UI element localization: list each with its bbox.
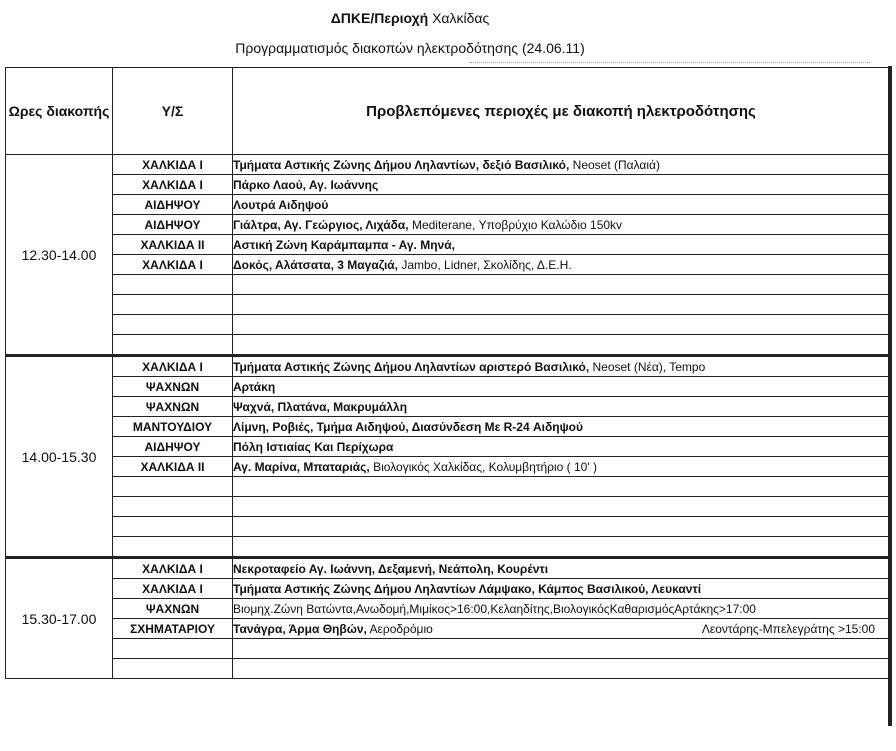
areas-cell (233, 477, 890, 497)
substation-cell: ΧΑΛΚΙΔΑ Ι (113, 558, 233, 579)
areas-cell (233, 579, 890, 599)
areas-cell (233, 377, 890, 397)
table-row (6, 377, 890, 397)
areas-cell (233, 599, 890, 619)
substation-cell: ΑΙΔΗΨΟΥ (113, 215, 233, 235)
table-row (6, 397, 890, 417)
areas-cell (233, 437, 890, 457)
area-primary-text: Πάρκο Λαού, Αγ. Ιωάννης (233, 177, 379, 192)
table-row (6, 275, 890, 295)
areas-cell (233, 497, 890, 517)
area-primary-text: Τμήματα Αστικής Ζώνης Δήμου Ληλαντίων, δεξιό Βασιλικό, (233, 157, 570, 172)
substation-cell: ΨΑΧΝΩΝ (113, 397, 233, 417)
table-row (6, 497, 890, 517)
areas-cell (233, 255, 890, 275)
area-primary-text: Πόλη Ιστιαίας Και Περίχωρα (233, 439, 394, 454)
outage-time-cell: 15.30-17.00 (6, 558, 113, 679)
document-subtitle: Προγραμματισμός διακοπών ηλεκτροδότησης (24.06.11) (235, 40, 585, 56)
area-secondary-text: Jambo, Lidner, Σκολίδης, Δ.Ε.Η. (398, 257, 572, 272)
area-primary-text: Λίμνη, Ροβιές, Τμήμα Αιδηψού, Διασύνδεση Με R-24 Αιδηψού (233, 419, 583, 434)
area-primary-text: Ψαχνά, Πλατάνα, Μακρυμάλλη (233, 399, 408, 414)
table-row (6, 537, 890, 558)
table-row (6, 639, 890, 659)
areas-cell (233, 295, 890, 315)
areas-cell (233, 537, 890, 558)
title-bold: ΔΠΚΕ/Περιοχή (330, 10, 429, 26)
substation-cell (113, 477, 233, 497)
table-row (6, 417, 890, 437)
areas-cell (233, 659, 890, 679)
substation-cell: ΑΙΔΗΨΟΥ (113, 437, 233, 457)
areas-cell (233, 155, 890, 175)
substation-cell: ΧΑΛΚΙΔΑ Ι (113, 356, 233, 377)
substation-cell: ΧΑΛΚΙΔΑ Ι (113, 155, 233, 175)
table-row (6, 335, 890, 356)
areas-cell (233, 356, 890, 377)
scan-artifact-line (470, 62, 870, 63)
area-primary-text: Γιάλτρα, Αγ. Γεώργιος, Λιχάδα, (233, 217, 409, 232)
table-row (6, 315, 890, 335)
table-row (6, 599, 890, 619)
substation-cell: ΜΑΝΤΟΥΔΙΟΥ (113, 417, 233, 437)
table-row (6, 659, 890, 679)
table-row (6, 579, 890, 599)
area-secondary-text: Βιομηχ.Ζώνη Βατώντα,Ανωδομή,Μιμίκος>16:00,Κελαηδίτης,ΒιολογικόςΚαθαρισμόςΑρτάκης>17:00 (233, 601, 756, 616)
areas-cell (233, 397, 890, 417)
table-row (6, 295, 890, 315)
areas-cell (233, 335, 890, 356)
area-secondary-text: Neoset (Νέα), Tempo (589, 359, 706, 374)
substation-cell: ΧΑΛΚΙΔΑ Ι (113, 255, 233, 275)
areas-cell (233, 517, 890, 537)
table-row (6, 457, 890, 477)
area-primary-text: Αρτάκη (233, 379, 276, 394)
header-areas: Προβλεπόμενες περιοχές με διακοπή ηλεκτροδότησης (233, 68, 890, 155)
areas-cell (233, 275, 890, 295)
table-row (6, 558, 890, 579)
area-primary-text: Αγ. Μαρίνα, Μπαταριάς, (233, 459, 370, 474)
substation-cell: ΣΧΗΜΑΤΑΡΙΟΥ (113, 619, 233, 639)
table-row (6, 356, 890, 377)
substation-cell (113, 275, 233, 295)
areas-cell (233, 639, 890, 659)
outage-time-cell: 14.00-15.30 (6, 356, 113, 558)
substation-cell: ΑΙΔΗΨΟΥ (113, 195, 233, 215)
outage-schedule-table (5, 67, 890, 679)
substation-cell: ΧΑΛΚΙΔΑ Ι (113, 175, 233, 195)
substation-cell (113, 335, 233, 356)
area-secondary-text: Αεροδρόμιο (366, 621, 433, 636)
table-body (6, 155, 890, 679)
table-row (6, 195, 890, 215)
areas-cell (233, 195, 890, 215)
area-secondary-text: Neoset (Παλαιά) (569, 157, 660, 172)
substation-cell (113, 295, 233, 315)
area-primary-text: Νεκροταφείο Αγ. Ιωάννη, Δεξαμενή, Νεάπολη, Κουρέντι (233, 561, 549, 576)
substation-cell: ΧΑΛΚΙΔΑ Ι (113, 579, 233, 599)
substation-cell (113, 659, 233, 679)
header-substation: Υ/Σ (113, 68, 233, 155)
substation-cell (113, 537, 233, 558)
table-row (6, 155, 890, 175)
area-secondary-text: Βιολογικός Χαλκίδας, Κολυμβητήριο ( 10' ) (369, 459, 597, 474)
substation-cell: ΨΑΧΝΩΝ (113, 599, 233, 619)
substation-cell (113, 315, 233, 335)
table-row (6, 477, 890, 497)
table-row (6, 255, 890, 275)
substation-cell: ΨΑΧΝΩΝ (113, 377, 233, 397)
area-primary-text: Τμήματα Αστικής Ζώνης Δήμου Ληλαντίων αριστερό Βασιλικό, (233, 359, 590, 374)
table-header-row (6, 68, 890, 155)
areas-cell (233, 619, 890, 639)
substation-cell (113, 497, 233, 517)
area-primary-text: Τμήματα Αστικής Ζώνης Δήμου Ληλαντίων Λάμψακο, Κάμπος Βασιλικού, Λευκαντί (233, 581, 702, 596)
area-secondary-text: Mediterane, Υποβρύχιο Καλώδιο 150kv (408, 217, 623, 232)
substation-cell (113, 517, 233, 537)
table-row (6, 619, 890, 639)
table-row (6, 235, 890, 255)
document-title (0, 10, 820, 26)
table-row (6, 517, 890, 537)
table-row (6, 437, 890, 457)
substation-cell: ΧΑΛΚΙΔΑ ΙΙ (113, 457, 233, 477)
outage-time-cell: 12.30-14.00 (6, 155, 113, 356)
areas-cell (233, 315, 890, 335)
area-primary-text: Λουτρά Αιδηψού (233, 197, 329, 212)
area-primary-text: Τανάγρα, Άρμα Θηβών, (233, 621, 367, 636)
areas-cell (233, 215, 890, 235)
areas-cell (233, 175, 890, 195)
areas-cell (233, 558, 890, 579)
area-primary-text: Αστική Ζώνη Καράμπαμπα - Αγ. Μηνά, (233, 237, 455, 252)
areas-cell (233, 235, 890, 255)
areas-cell (233, 457, 890, 477)
areas-cell (233, 417, 890, 437)
substation-cell: ΧΑΛΚΙΔΑ ΙΙ (113, 235, 233, 255)
substation-cell (113, 639, 233, 659)
title-region: Χαλκίδας (432, 10, 490, 26)
table-row (6, 175, 890, 195)
table-row (6, 215, 890, 235)
area-note: Λεοντάρης-Μπελεγράτης >15:00 (701, 621, 875, 636)
area-primary-text: Δοκός, Αλάτσατα, 3 Μαγαζιά, (233, 257, 398, 272)
header-outage-hours: Ωρες διακοπής (6, 68, 113, 155)
